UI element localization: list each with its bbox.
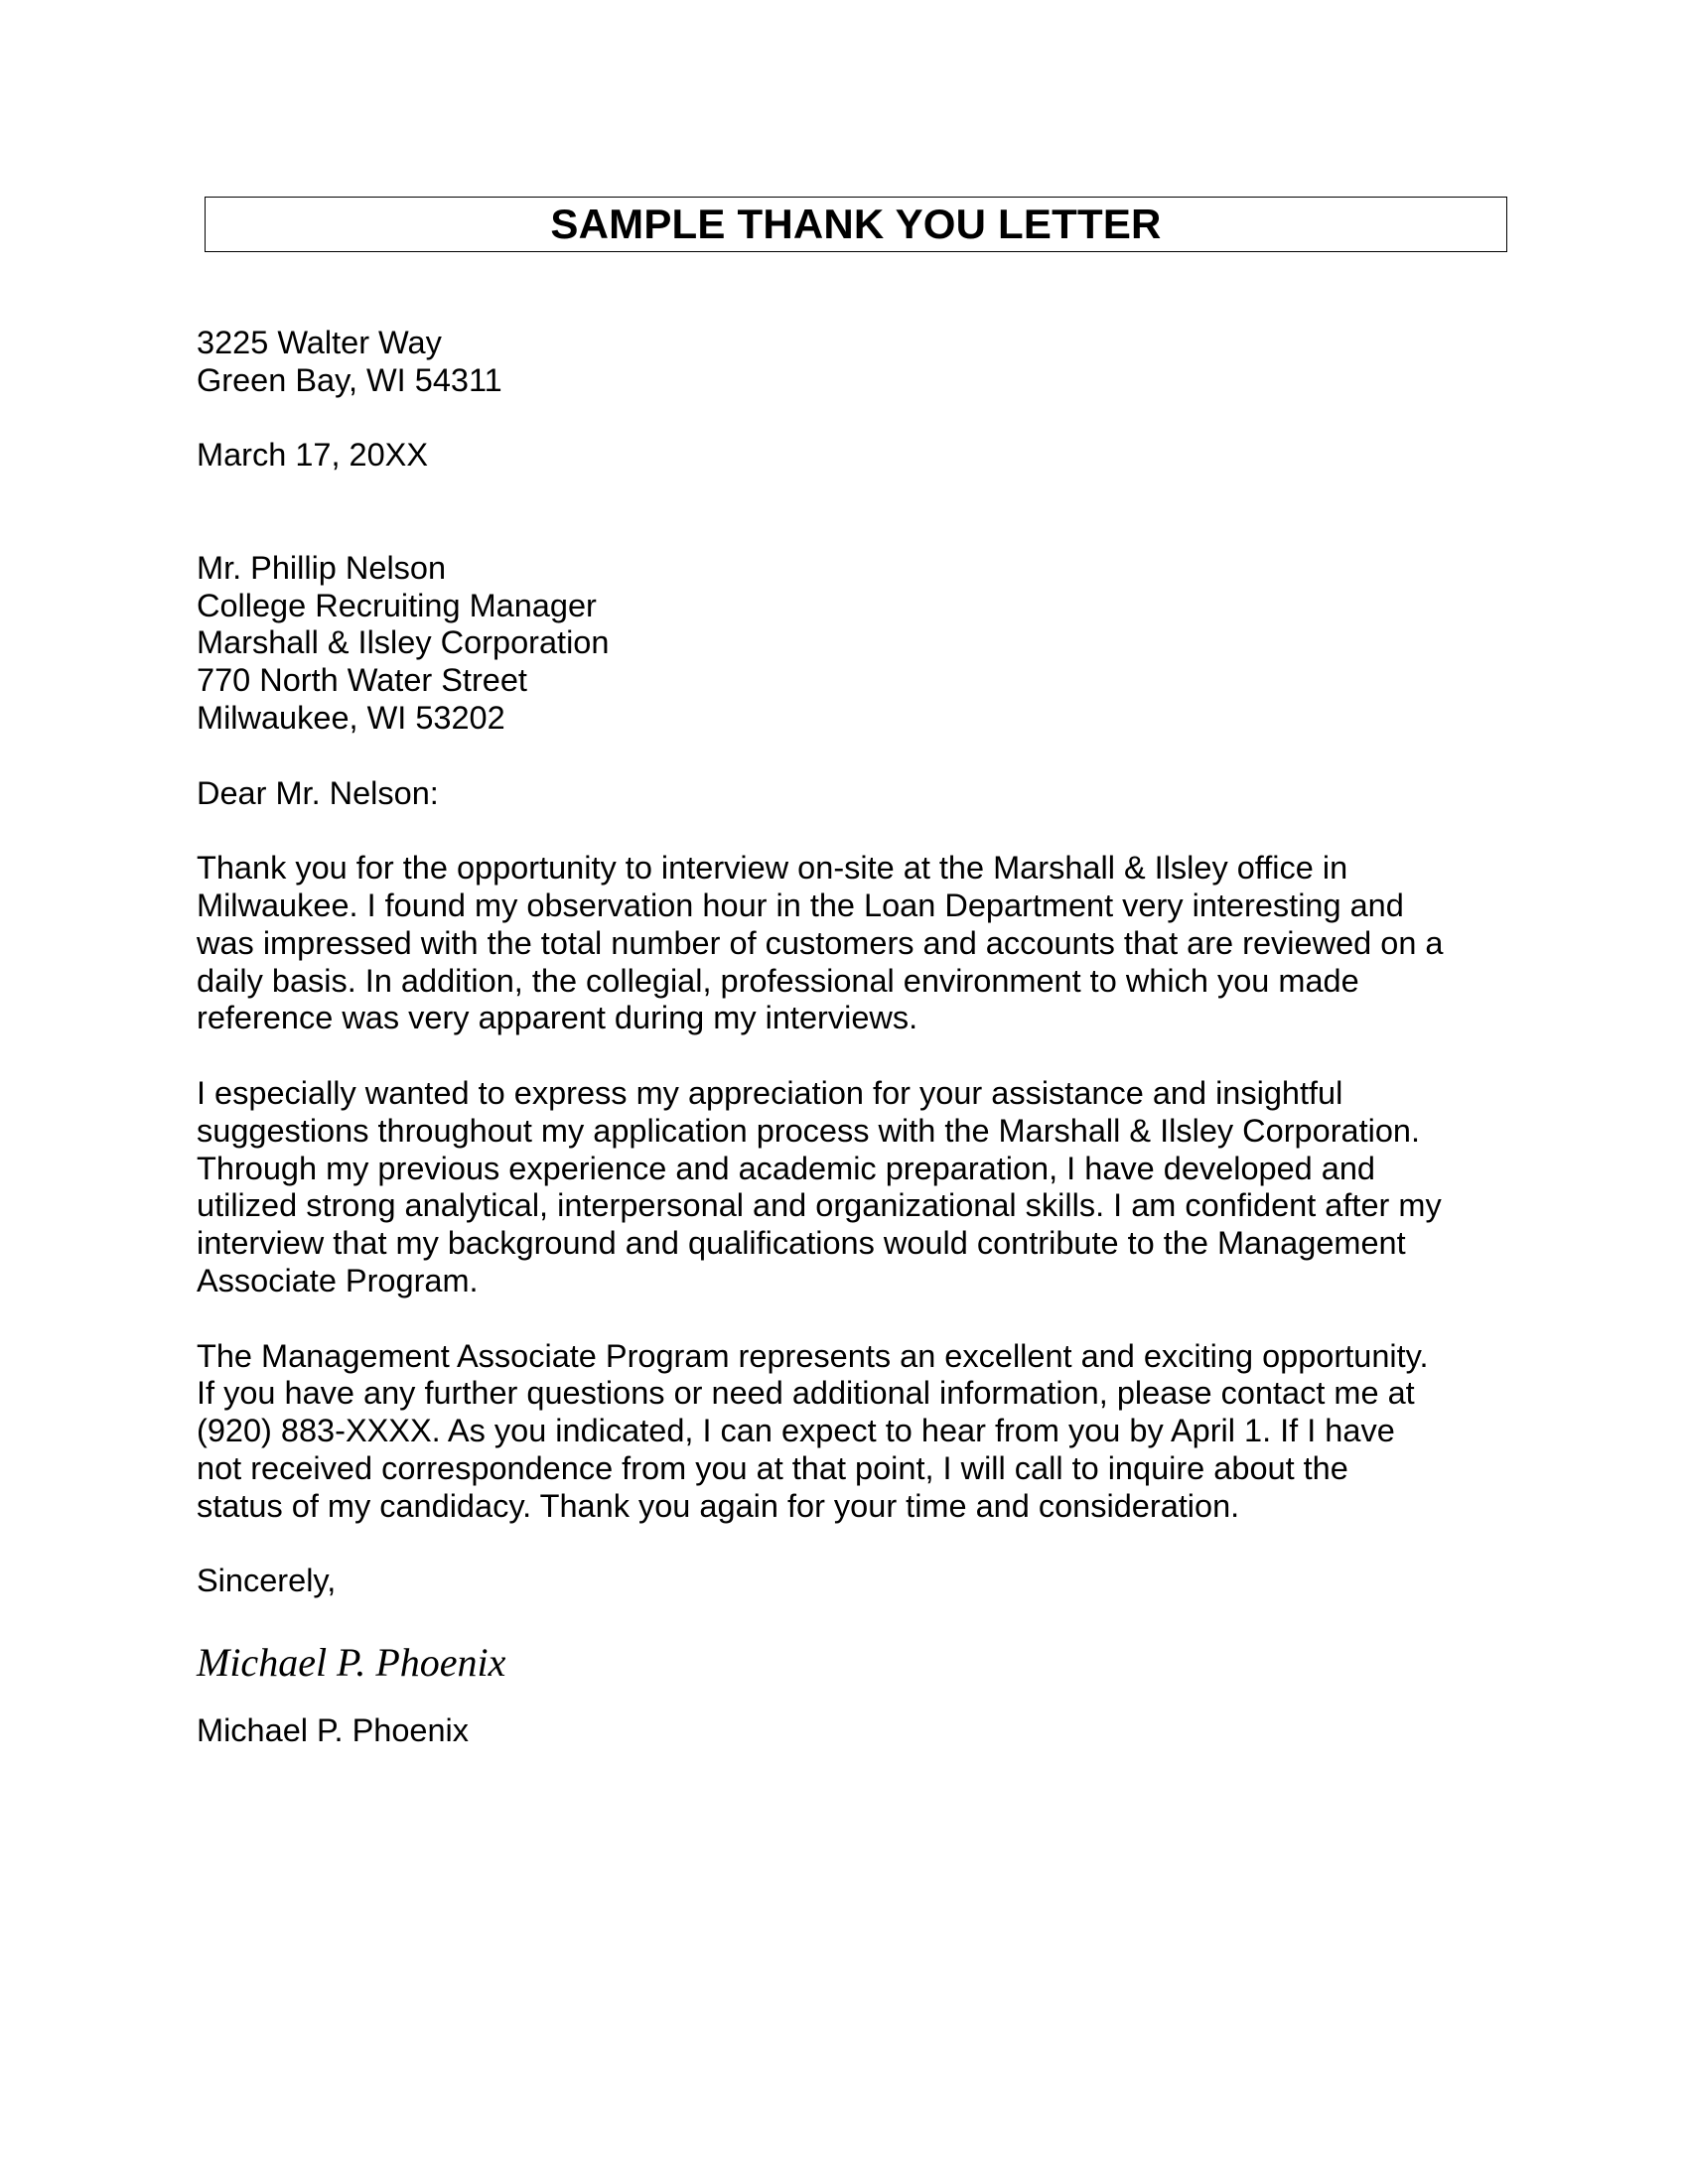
recipient-line: Marshall & Ilsley Corporation xyxy=(197,624,610,661)
sender-address-line: Green Bay, WI 54311 xyxy=(197,361,502,398)
recipient-line: 770 North Water Street xyxy=(197,662,527,699)
date-text: March 17, 20XX xyxy=(197,437,429,474)
paragraph-1 xyxy=(197,850,1507,1037)
typed-name-text: Michael P. Phoenix xyxy=(197,1712,470,1749)
sender-address xyxy=(197,325,1507,400)
letter-body xyxy=(197,325,1507,1750)
paragraph-line: not received correspondence from you at that point, I will call to inquire about the xyxy=(197,1449,1348,1486)
paragraph-2 xyxy=(197,1075,1507,1300)
salutation xyxy=(197,775,1507,813)
title-box xyxy=(205,197,1507,252)
closing-text: Sincerely, xyxy=(197,1563,337,1599)
paragraph-line: reference was very apparent during my interviews. xyxy=(197,1000,918,1036)
recipient-line: Mr. Phillip Nelson xyxy=(197,549,447,586)
paragraph-line: daily basis. In addition, the collegial, professional environment to which you made xyxy=(197,962,1359,999)
paragraph-3 xyxy=(197,1338,1507,1526)
recipient-line: College Recruiting Manager xyxy=(197,587,597,623)
paragraph-line: Associate Program. xyxy=(197,1262,479,1298)
paragraph-line: status of my candidacy. Thank you again for your time and consideration. xyxy=(197,1487,1240,1524)
handwritten-signature: Michael P. Phoenix xyxy=(197,1639,506,1685)
recipient-line: Milwaukee, WI 53202 xyxy=(197,699,505,736)
salutation-text: Dear Mr. Nelson: xyxy=(197,774,439,811)
paragraph-line: The Management Associate Program represents an excellent and exciting opportunity. xyxy=(197,1337,1429,1374)
document-title: SAMPLE THANK YOU LETTER xyxy=(550,201,1162,247)
recipient-address xyxy=(197,550,1507,738)
paragraph-line: Thank you for the opportunity to interview on-site at the Marshall & Ilsley office in xyxy=(197,850,1348,887)
letter-date xyxy=(197,437,1507,475)
paragraph-line: If you have any further questions or need additional information, please contact me at xyxy=(197,1375,1415,1412)
paragraph-line: I especially wanted to express my appreciation for your assistance and insightful xyxy=(197,1074,1343,1111)
paragraph-line: suggestions throughout my application process with the Marshall & Ilsley Corporation. xyxy=(197,1112,1421,1149)
sender-address-line: 3225 Walter Way xyxy=(197,325,442,360)
paragraph-line: utilized strong analytical, interpersonal and organizational skills. I am confident after my xyxy=(197,1187,1442,1224)
paragraph-line: Through my previous experience and academic preparation, I have developed and xyxy=(197,1150,1375,1186)
paragraph-line: interview that my background and qualifications would contribute to the Management xyxy=(197,1225,1406,1262)
paragraph-line: Milwaukee. I found my observation hour in the Loan Department very interesting and xyxy=(197,887,1404,923)
signature-block xyxy=(197,1638,1507,1685)
typed-name xyxy=(197,1712,1507,1750)
paragraph-line: was impressed with the total number of customers and accounts that are reviewed on a xyxy=(197,924,1444,961)
paragraph-line: (920) 883-XXXX. As you indicated, I can expect to hear from you by April 1. If I have xyxy=(197,1413,1395,1449)
closing xyxy=(197,1563,1507,1600)
